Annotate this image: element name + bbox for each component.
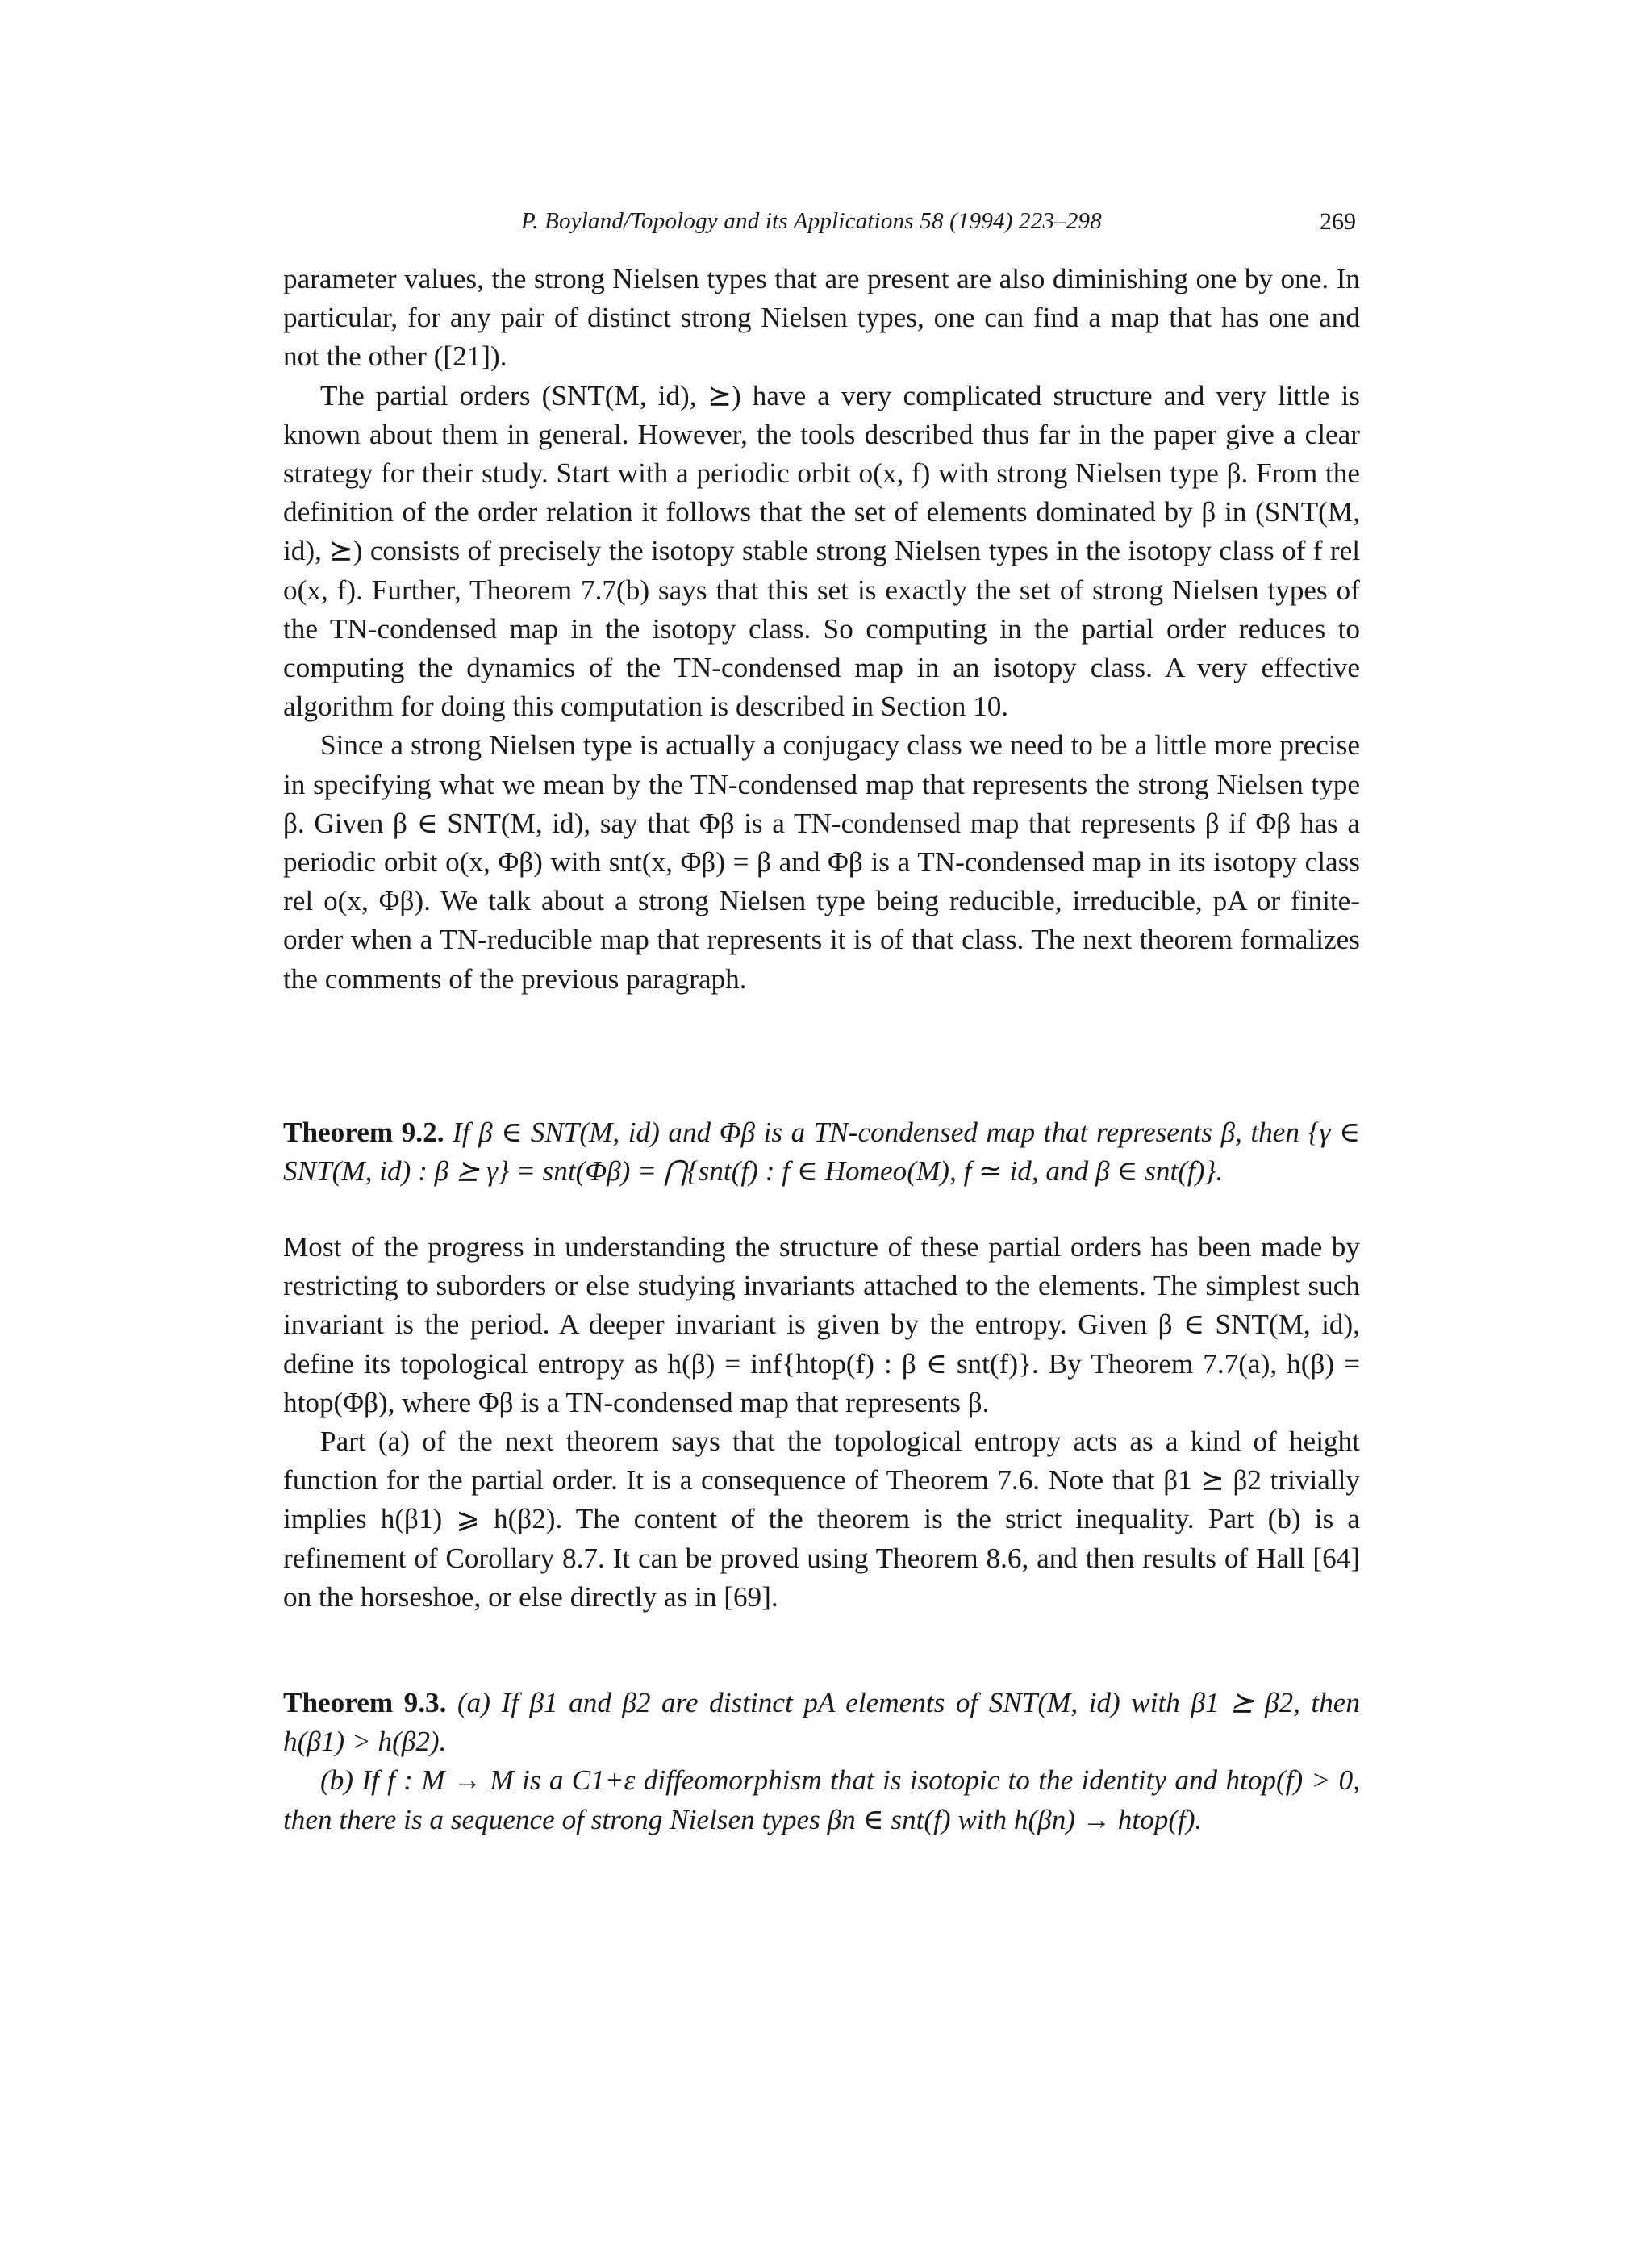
page-number: 269 (1320, 208, 1356, 235)
theorem-label: Theorem 9.2. (283, 1117, 444, 1148)
theorem-label: Theorem 9.3. (283, 1687, 447, 1718)
paragraph-height-function: Part (a) of the next theorem says that the topological entropy acts as a kind of height function for the partial order. It is a consequence of Theorem 7.6. Note that β1 ⪰ β2 trivially implies h(β1) ⩾ h(β2). The content of the theorem is the strict inequality. Part (b) is a refinement of Corollary 8.7. It can be proved using Theorem 8.6, and then results of Hall [64] on the horseshoe, or else directly as in [69]. (283, 1426, 1360, 1613)
theorem-part-b: (b) If f : M → M is a C1+ε diffeomorphism that is isotopic to the identity and htop(f) > 0, then there is a sequence of strong Nielsen types βn ∈ snt(f) with h(βn) → htop(f). (283, 1764, 1360, 1835)
theorem-9-2 (283, 1113, 1360, 1191)
paragraph-partial-orders: The partial orders (SNT(M, id), ⪰) have a very complicated structure and very little is known about them in general. However, the tools described thus far in the paper give a clear strategy for their study. Start with a periodic orbit o(x, f) with strong Nielsen type β. From the definition of the order relation it follows that the set of elements dominated by β in (SNT(M, id), ⪰) consists of precisely the isotopy stable strong Nielsen types in the isotopy class of f rel o(x, f). Further, Theorem 7.7(b) says that this set is exactly the set of strong Nielsen types of the TN-condensed map in the isotopy class. So computing in the partial order reduces to computing the dynamics of the TN-condensed map in an isotopy class. A very effective algorithm for doing this computation is described in Section 10. (283, 379, 1360, 723)
paragraph-conjugacy-class: Since a strong Nielsen type is actually a conjugacy class we need to be a little more precise in specifying what we mean by the TN-condensed map that represents the strong Nielsen type β. Given β ∈ SNT(M, id), say that Φβ is a TN-condensed map that represents β if Φβ has a periodic orbit o(x, Φβ) with snt(x, Φβ) = β and Φβ is a TN-condensed map in its isotopy class rel o(x, Φβ). We talk about a strong Nielsen type being reducible, irreducible, pA or finite-order when a TN-reducible map that represents it is of that class. The next theorem formalizes the comments of the previous paragraph. (283, 729, 1360, 995)
theorem-9-3 (283, 1684, 1360, 1839)
theorem-statement: If β ∈ SNT(M, id) and Φβ is a TN-condensed map that represents β, then {γ ∈ SNT(M, id) : β ⪰ γ} = snt(Φβ) = ⋂{snt(f) : f ∈ Homeo(M), f ≃ id, and β ∈ snt(f)}. (283, 1117, 1361, 1188)
body-section-1 (283, 260, 1360, 999)
body-section-2 (283, 1228, 1360, 1617)
paragraph-invariants: Most of the progress in understanding the structure of these partial orders has been made by restricting to suborders or else studying invariants attached to the elements. The simplest such invariant is the period. A deeper invariant is given by the entropy. Given β ∈ SNT(M, id), define its topological entropy as h(β) = inf{htop(f) : β ∈ snt(f)}. By Theorem 7.7(a), h(β) = htop(Φβ), where Φβ is a TN-condensed map that represents β. (283, 1231, 1360, 1418)
theorem-part-a: (a) If β1 and β2 are distinct pA elements of SNT(M, id) with β1 ⪰ β2, then h(β1) > h(β2). (283, 1687, 1360, 1758)
running-head: P. Boyland/Topology and its Applications 58 (1994) 223–298 (521, 208, 1102, 234)
paragraph-continuation: parameter values, the strong Nielsen types that are present are also diminishing one by one. In particular, for any pair of distinct strong Nielsen types, one can find a map that has one and not the other ([21]). (283, 263, 1360, 373)
